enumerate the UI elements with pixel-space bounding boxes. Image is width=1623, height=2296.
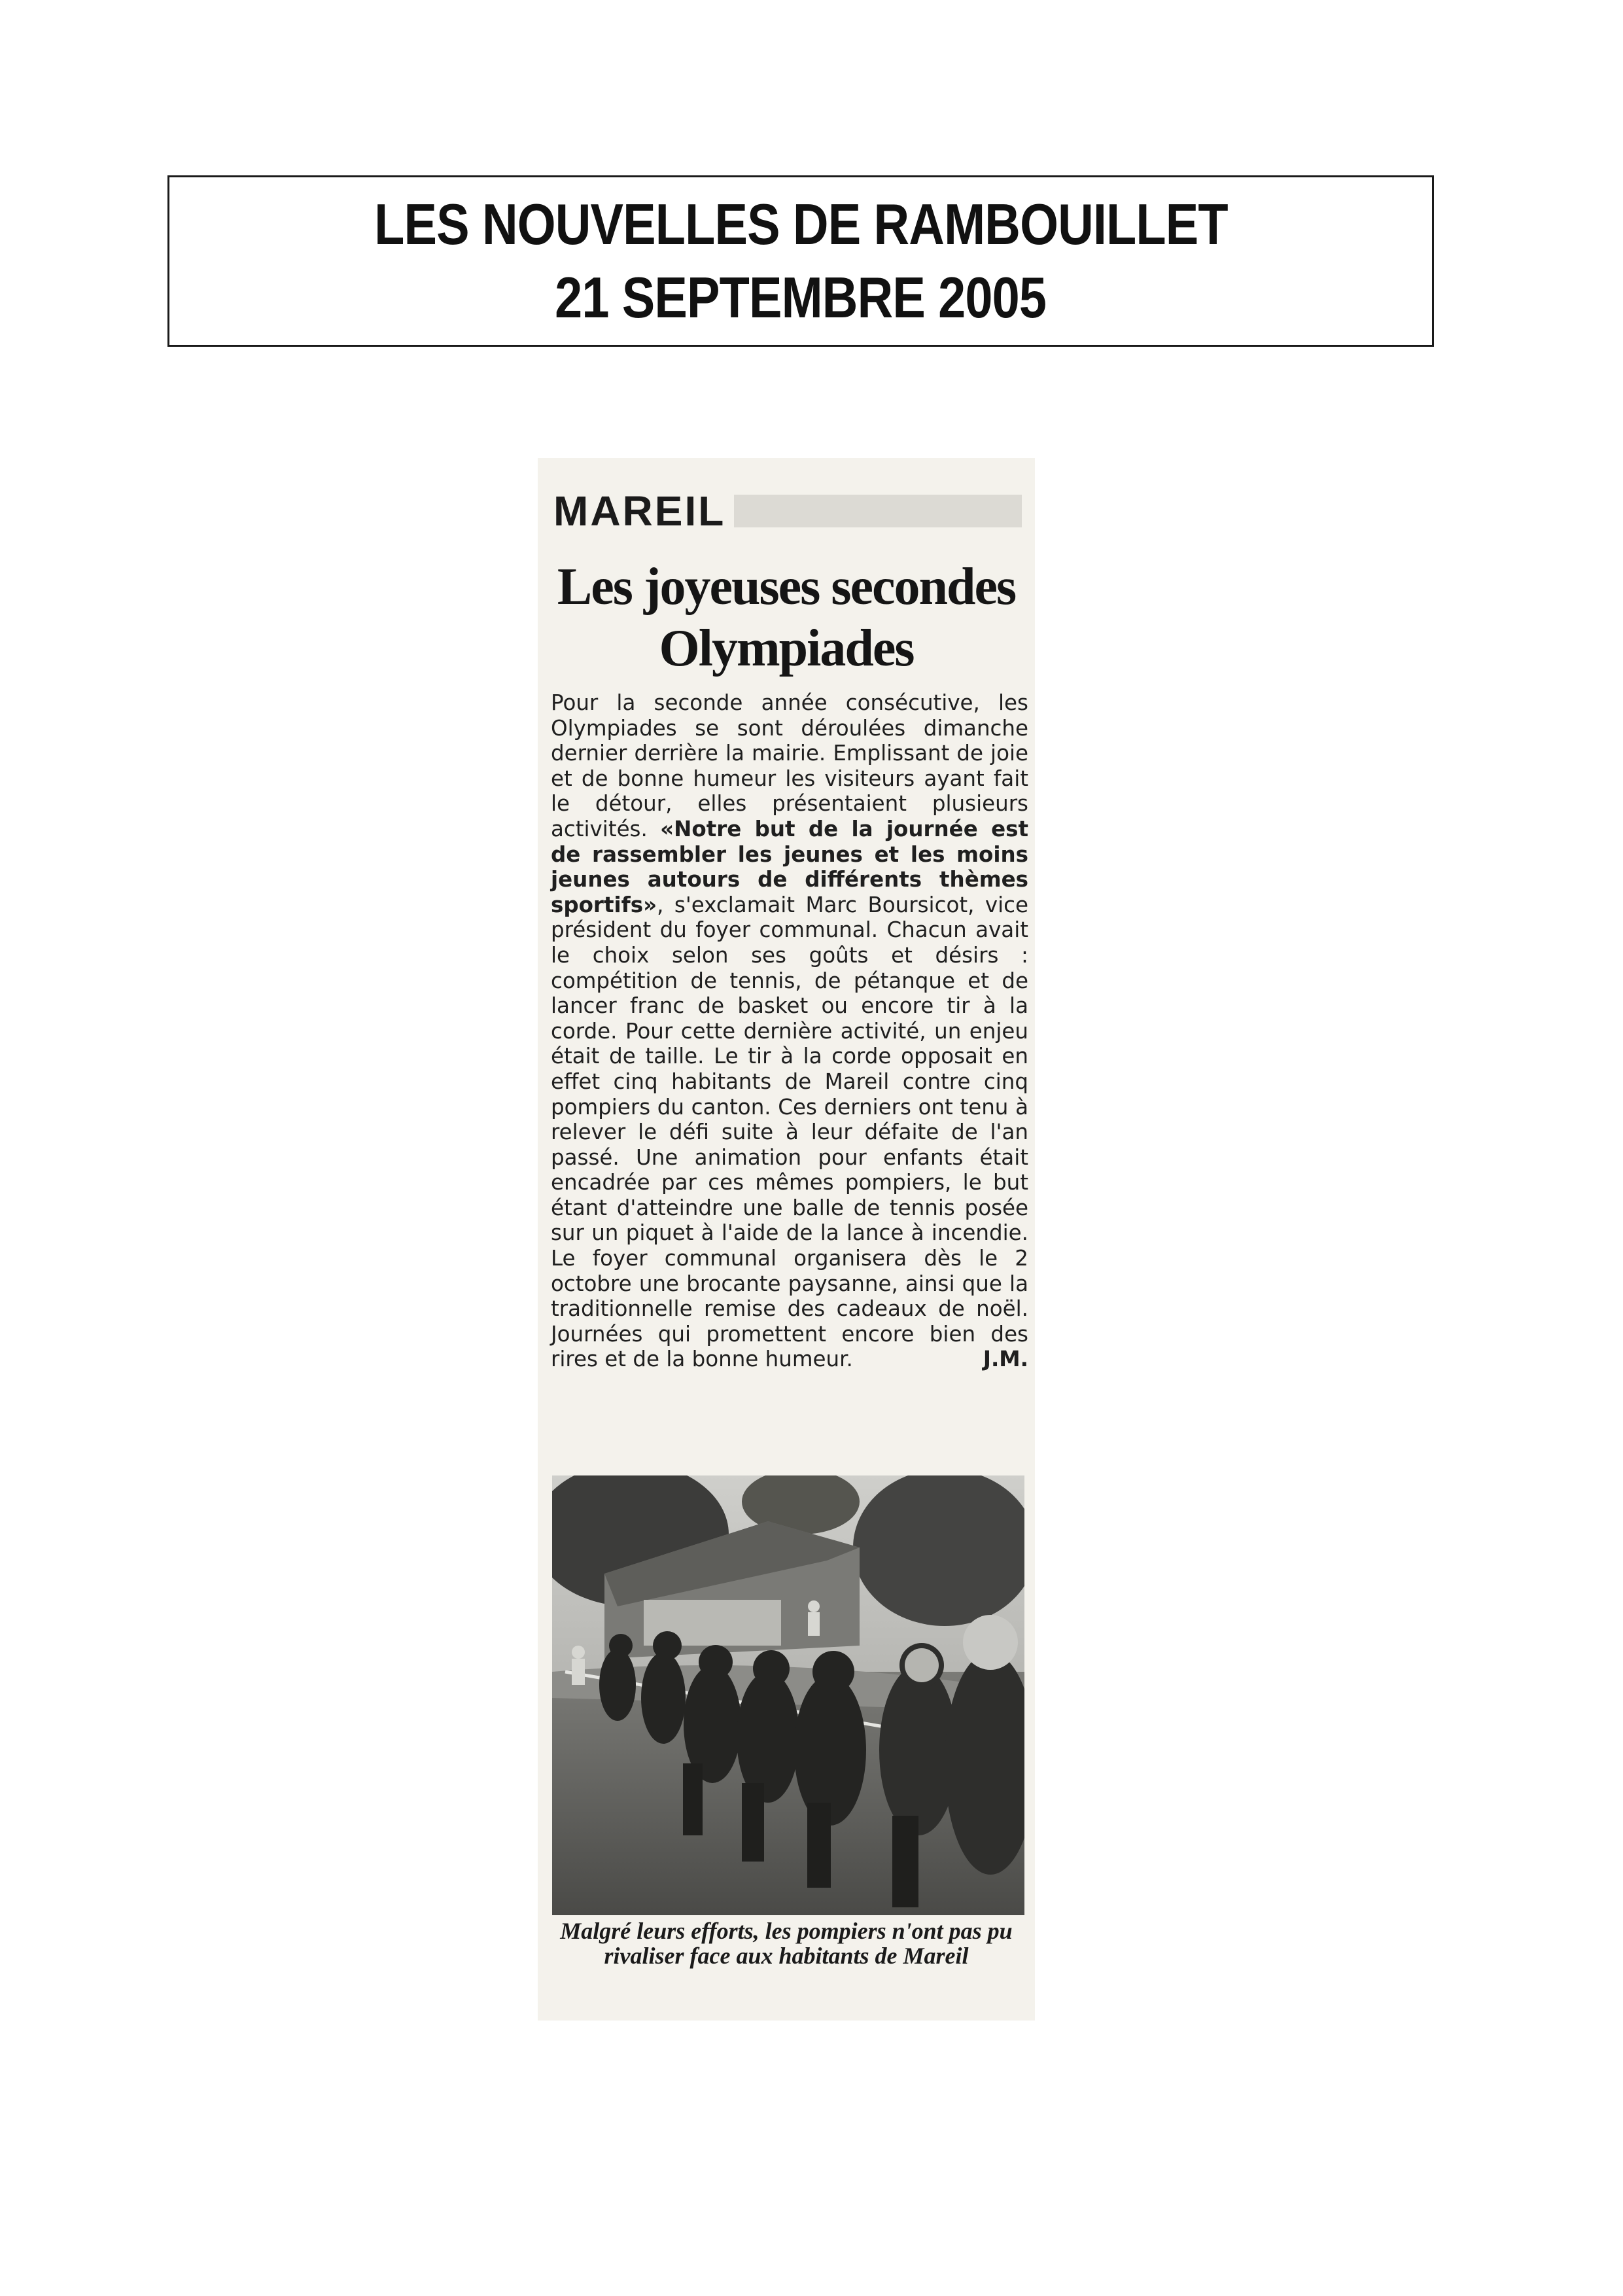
body-paragraph-end: , s'exclamait Marc Boursicot, vice président du foyer communal. Chacun avait le choix selon ses goûts et désirs : compétition de tennis, de pétanque et de lancer franc de basket ou encore tir à la corde. Pour cette dernière activité, un enjeu était de taille. Le tir à la corde opposait en effet cinq habitants de Mareil contre cinq pompiers du canton. Ces derniers ont tenu à relever le défi suite à leur défaite de l'an passé. Une animation pour enfants était encadrée par ces mêmes pompiers, le but étant d'atteindre une balle de tennis posée sur un piquet à l'aide de la lance à incendie. Le foyer communal organisera dès le 2 octobre une brocante paysanne, ainsi que la traditionnelle remise des cadeaux de noël. Journées qui promettent encore bien des rires et de la bonne humeur.: [551, 892, 1028, 1372]
body-quote: «Notre but de la journée est de rassembler les jeunes et les moins jeunes autours de différents thèmes sportifs»: [551, 816, 1029, 917]
body-paragraph-start: Pour la seconde année consécutive, les Olympiades se sont déroulées dimanche dernier derrière la mairie. Emplissant de joie et de bonne humeur les visiteurs ayant fait le détour, elles présentaient plusieurs activités.: [551, 690, 1028, 841]
newspaper-header-box: [167, 175, 1434, 347]
article-headline: [538, 556, 1035, 679]
publication-date: 21 SEPTEMBRE 2005: [555, 265, 1047, 330]
show-through-text: [734, 495, 1022, 527]
rubric-label: MAREIL: [553, 487, 726, 535]
article-body: [551, 690, 1028, 1372]
headline-line-2: Olympiades: [659, 620, 914, 677]
photo-caption: Malgré leurs efforts, les pompiers n'ont pas pu rivaliser face aux habitants de Mareil: [560, 1918, 1013, 1969]
rubric-bar: [538, 487, 1035, 535]
headline-line-1: Les joyeuses secondes: [557, 558, 1016, 616]
article-photo: [552, 1475, 1024, 1915]
newspaper-title: LES NOUVELLES DE RAMBOUILLET: [374, 192, 1228, 256]
newspaper-clipping: [538, 458, 1035, 2021]
article-byline: J.M.: [983, 1347, 1028, 1372]
